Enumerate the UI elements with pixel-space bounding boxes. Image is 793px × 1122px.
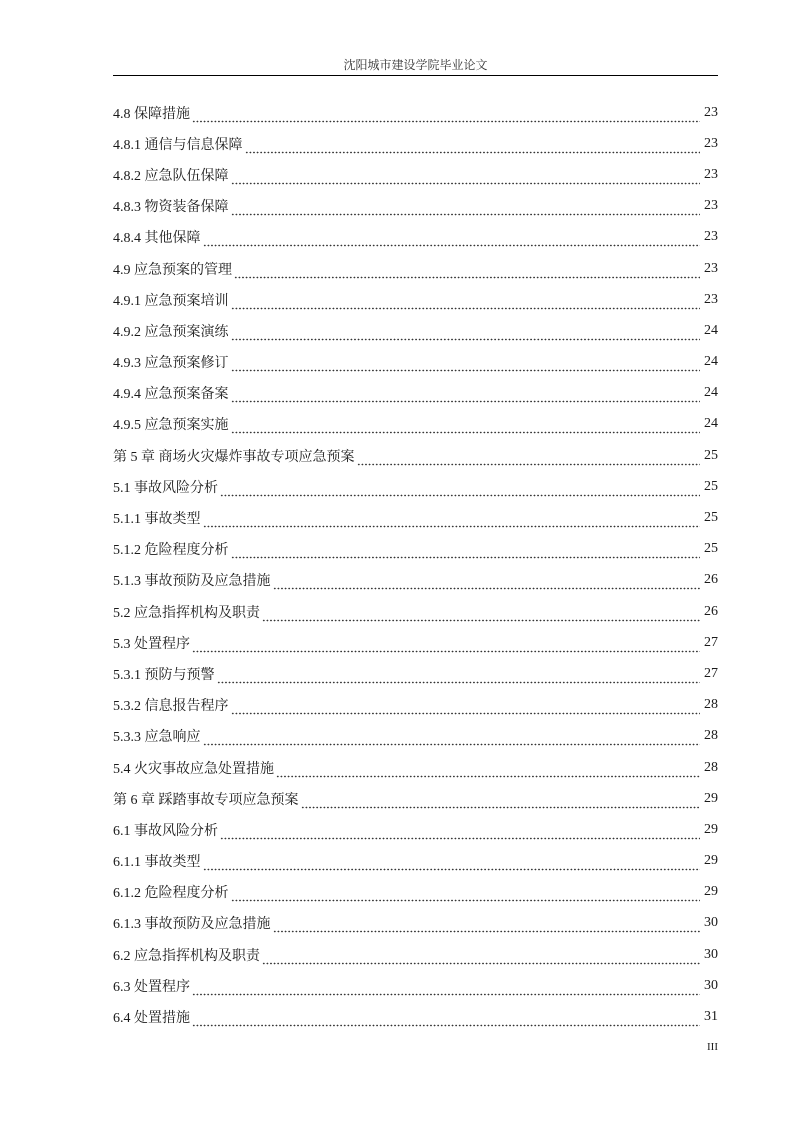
toc-entry-5-3[interactable] <box>113 627 718 658</box>
toc-entry-page: 24 <box>704 385 718 401</box>
toc-entry-chapter-5[interactable] <box>113 440 718 471</box>
dot-leader <box>231 202 701 216</box>
dot-leader <box>217 670 701 684</box>
toc-entry-page: 23 <box>704 135 718 151</box>
toc-entry-4-8-1[interactable] <box>113 128 718 159</box>
dot-leader <box>245 140 701 154</box>
toc-entry-5-2[interactable] <box>113 596 718 627</box>
toc-entry-5-1[interactable] <box>113 471 718 502</box>
toc-entry-5-3-2[interactable] <box>113 690 718 721</box>
toc-entry-6-1-3[interactable] <box>113 908 718 939</box>
toc-entry-title: 6.2 应急指挥机构及职责 <box>113 948 260 964</box>
toc-entry-page: 29 <box>704 884 718 900</box>
toc-entry-5-1-2[interactable] <box>113 534 718 565</box>
toc-entry-title: 4.9 应急预案的管理 <box>113 262 232 278</box>
toc-entry-6-1-1[interactable] <box>113 846 718 877</box>
toc-entry-page: 27 <box>704 634 718 650</box>
toc-entry-title: 5.3.1 预防与预警 <box>113 667 215 683</box>
dot-leader <box>231 701 701 715</box>
toc-entry-page: 23 <box>704 229 718 245</box>
dot-leader <box>220 483 700 497</box>
page-number: III <box>707 1041 718 1053</box>
toc-entry-page: 28 <box>704 759 718 775</box>
toc-entry-4-8-4[interactable] <box>113 222 718 253</box>
toc-entry-title: 5.3.3 应急响应 <box>113 730 201 746</box>
toc-entry-title: 第 6 章 踩踏事故专项应急预案 <box>113 792 299 808</box>
toc-entry-title: 4.9.2 应急预案演练 <box>113 324 229 340</box>
toc-entry-title: 6.4 处置措施 <box>113 1011 190 1027</box>
toc-entry-title: 4.9.1 应急预案培训 <box>113 293 229 309</box>
dot-leader <box>192 109 700 123</box>
toc-entry-title: 4.8.2 应急队伍保障 <box>113 168 229 184</box>
toc-entry-title: 6.1.3 事故预防及应急措施 <box>113 917 271 933</box>
dot-leader <box>231 296 701 310</box>
toc-entry-page: 31 <box>704 1009 718 1025</box>
toc-entry-page: 27 <box>704 665 718 681</box>
toc-entry-page: 24 <box>704 322 718 338</box>
dot-leader <box>203 514 701 528</box>
dot-leader <box>192 639 700 653</box>
toc-entry-4-8-3[interactable] <box>113 191 718 222</box>
toc-entry-4-9-1[interactable] <box>113 284 718 315</box>
toc-entry-title: 6.1.2 危险程度分析 <box>113 886 229 902</box>
dot-leader <box>203 732 701 746</box>
toc-entry-5-1-3[interactable] <box>113 565 718 596</box>
toc-entry-title: 4.8.1 通信与信息保障 <box>113 137 243 153</box>
toc-entry-chapter-6[interactable] <box>113 783 718 814</box>
toc-entry-page: 23 <box>704 260 718 276</box>
toc-entry-page: 23 <box>704 104 718 120</box>
toc-entry-title: 5.2 应急指挥机构及职责 <box>113 605 260 621</box>
toc-entry-6-1[interactable] <box>113 814 718 845</box>
toc-entry-title: 5.1.3 事故预防及应急措施 <box>113 574 271 590</box>
toc-entry-title: 5.1.2 危险程度分析 <box>113 543 229 559</box>
dot-leader <box>234 265 700 279</box>
page-header: 沈阳城市建设学院毕业论文 <box>343 58 488 72</box>
toc-entry-page: 30 <box>704 915 718 931</box>
toc-entry-4-9-5[interactable] <box>113 409 718 440</box>
toc-entry-page: 25 <box>704 447 718 463</box>
dot-leader <box>231 420 701 434</box>
toc-entry-4-8[interactable] <box>113 97 718 128</box>
toc-entry-title: 6.3 处置程序 <box>113 979 190 995</box>
dot-leader <box>231 171 701 185</box>
toc-entry-6-4[interactable] <box>113 1001 718 1032</box>
dot-leader <box>301 795 701 809</box>
toc-entry-page: 29 <box>704 853 718 869</box>
dot-leader <box>273 576 701 590</box>
toc-entry-5-4[interactable] <box>113 752 718 783</box>
dot-leader <box>231 888 701 902</box>
toc-entry-title: 4.9.5 应急预案实施 <box>113 418 229 434</box>
toc-entry-page: 29 <box>704 790 718 806</box>
toc-entry-title: 6.1.1 事故类型 <box>113 855 201 871</box>
toc-entry-page: 30 <box>704 946 718 962</box>
toc-entry-title: 5.3.2 信息报告程序 <box>113 699 229 715</box>
toc-entry-page: 23 <box>704 166 718 182</box>
toc-entry-5-3-1[interactable] <box>113 658 718 689</box>
toc-entry-6-2[interactable] <box>113 939 718 970</box>
dot-leader <box>192 1013 700 1027</box>
toc-entry-page: 23 <box>704 198 718 214</box>
dot-leader <box>262 608 700 622</box>
dot-leader <box>231 389 701 403</box>
toc-entry-title: 第 5 章 商场火灾爆炸事故专项应急预案 <box>113 449 355 465</box>
toc-entry-4-8-2[interactable] <box>113 159 718 190</box>
dot-leader <box>273 919 701 933</box>
toc-entry-title: 4.9.3 应急预案修订 <box>113 356 229 372</box>
toc-entry-title: 6.1 事故风险分析 <box>113 823 218 839</box>
toc-entry-5-3-3[interactable] <box>113 721 718 752</box>
toc-entry-title: 4.8.3 物资装备保障 <box>113 200 229 216</box>
toc-entry-title: 5.3 处置程序 <box>113 636 190 652</box>
toc-entry-title: 5.1 事故风险分析 <box>113 480 218 496</box>
dot-leader <box>203 233 701 247</box>
toc-entry-page: 23 <box>704 291 718 307</box>
toc-entry-4-9-2[interactable] <box>113 315 718 346</box>
toc-entry-page: 25 <box>704 510 718 526</box>
toc-entry-page: 28 <box>704 697 718 713</box>
header-rule <box>113 75 718 76</box>
toc-entry-4-9[interactable] <box>113 253 718 284</box>
toc-entry-title: 4.8 保障措施 <box>113 106 190 122</box>
dot-leader <box>231 327 701 341</box>
toc-entry-6-3[interactable] <box>113 970 718 1001</box>
dot-leader <box>220 826 700 840</box>
toc-entry-page: 25 <box>704 478 718 494</box>
dot-leader <box>231 545 701 559</box>
dot-leader <box>231 358 701 372</box>
toc-entry-title: 4.8.4 其他保障 <box>113 231 201 247</box>
toc-entry-page: 24 <box>704 354 718 370</box>
toc-entry-4-9-4[interactable] <box>113 378 718 409</box>
dot-leader <box>262 951 700 965</box>
toc-entry-page: 28 <box>704 728 718 744</box>
toc-entry-6-1-2[interactable] <box>113 877 718 908</box>
toc-entry-5-1-1[interactable] <box>113 502 718 533</box>
table-of-contents <box>113 97 718 1033</box>
toc-entry-title: 4.9.4 应急预案备案 <box>113 387 229 403</box>
dot-leader <box>203 857 701 871</box>
toc-entry-page: 25 <box>704 541 718 557</box>
toc-entry-title: 5.4 火灾事故应急处置措施 <box>113 761 274 777</box>
toc-entry-title: 5.1.1 事故类型 <box>113 512 201 528</box>
dot-leader <box>357 452 701 466</box>
toc-entry-page: 30 <box>704 977 718 993</box>
toc-entry-page: 26 <box>704 572 718 588</box>
dot-leader <box>192 982 700 996</box>
toc-entry-4-9-3[interactable] <box>113 347 718 378</box>
toc-entry-page: 24 <box>704 416 718 432</box>
toc-entry-page: 29 <box>704 821 718 837</box>
dot-leader <box>276 764 700 778</box>
toc-entry-page: 26 <box>704 603 718 619</box>
